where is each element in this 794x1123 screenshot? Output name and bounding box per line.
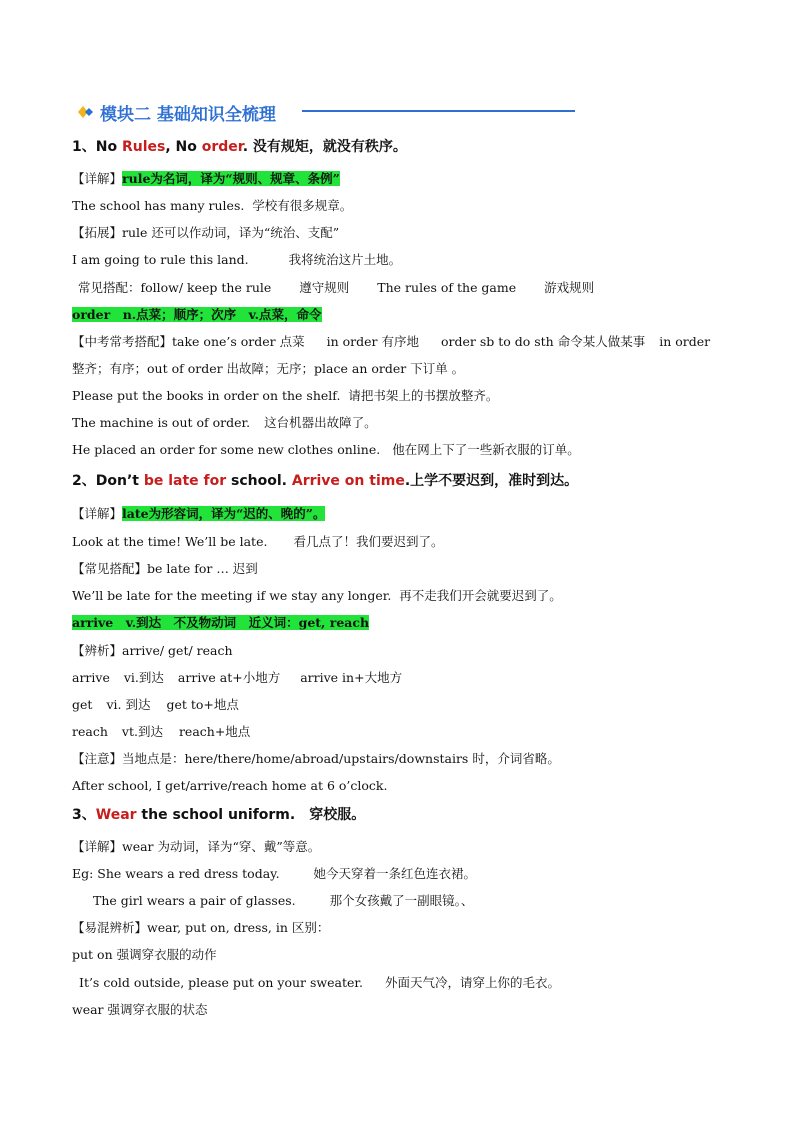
exam-collocation-cont: 整齐；有序；out of order 出故障；无序；place an order 下订单 。 [72, 361, 465, 376]
title-rule [302, 110, 575, 112]
collocation-line: 常见搭配：follow/ keep the rule 遵守规则 The rules of the game 游戏规则 [78, 280, 595, 295]
distinguish-row: get vi. 到达 get to+地点 [72, 697, 239, 712]
diamond-icon [78, 105, 96, 119]
section-2-heading: 2、Don’t be late for school. Arrive on time.上学不要迟到，准时到达。 [72, 473, 579, 489]
detail-late: 【详解】late为形容词，译为“迟的、晚的”。 [72, 506, 326, 521]
example-line: Look at the time! We’ll be late. 看几点了！我们要迟到了。 [72, 534, 444, 549]
distinguish-line: 【辨析】arrive/ get/ reach [72, 643, 233, 658]
module-header [78, 100, 276, 124]
example-line: It’s cold outside, please put on your sweater. 外面天气冷，请穿上你的毛衣。 [79, 975, 560, 990]
confuse-line: 【易混辨析】wear, put on, dress, in 区别： [72, 920, 330, 935]
arrive-highlight: arrive v.到达 不及物动词 近义词：get, reach [72, 615, 370, 630]
note-line: 【注意】当地点是：here/there/home/abroad/upstairs/downstairs 时，介词省略。 [72, 751, 560, 766]
expand-line: 【拓展】rule 还可以作动词，译为“统治、支配” [72, 225, 340, 240]
detail-wear: 【详解】wear 为动词，译为“穿、戴”等意。 [72, 839, 321, 854]
order-highlight: order n.点菜；顺序；次序 v.点菜，命令 [72, 307, 322, 322]
example-line: The machine is out of order. 这台机器出故障了。 [72, 415, 377, 430]
detail-rule: 【详解】rule为名词，译为“规则、规章、条例” [72, 171, 340, 186]
example-line: Eg: She wears a red dress today. 她今天穿着一条红色连衣裙。 [72, 866, 477, 881]
example-line: I am going to rule this land. 我将统治这片土地。 [72, 252, 402, 267]
module-title: 模块二 基础知识全梳理 [100, 104, 276, 125]
distinguish-row: reach vt.到达 reach+地点 [72, 724, 251, 739]
example-line: Please put the books in order on the shelf. 请把书架上的书摆放整齐。 [72, 388, 499, 403]
example-line: The school has many rules. 学校有很多规章。 [72, 198, 353, 213]
example-line: After school, I get/arrive/reach home at 6 o’clock. [72, 778, 388, 793]
example-line: The girl wears a pair of glasses. 那个女孩戴了一副眼镜。、 [93, 893, 474, 908]
collocation-line: 【常见搭配】be late for … 迟到 [72, 561, 258, 576]
exam-collocation: 【中考常考搭配】take one’s order 点菜 in order 有序地 order sb to do sth 命令某人做某事 in order [72, 334, 711, 349]
section-3-heading: 3、Wear the school uniform. 穿校服。 [72, 807, 366, 823]
wear-state-line: wear 强调穿衣服的状态 [72, 1002, 208, 1017]
section-1-heading: 1、No Rules, No order. 没有规矩，就没有秩序。 [72, 139, 407, 155]
example-line: He placed an order for some new clothes online. 他在网上下了一些新衣服的订单。 [72, 442, 580, 457]
example-line: We’ll be late for the meeting if we stay any longer. 再不走我们开会就要迟到了。 [72, 588, 562, 603]
puton-line: put on 强调穿衣服的动作 [72, 947, 217, 962]
distinguish-row: arrive vi.到达 arrive at+小地方 arrive in+大地方 [72, 670, 403, 685]
